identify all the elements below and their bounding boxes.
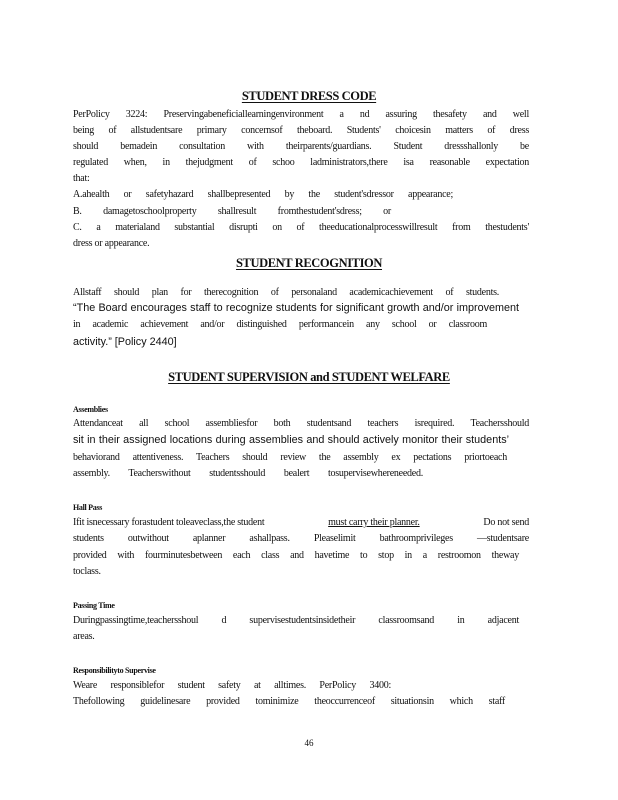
recognition-line: “The Board encourages staff to recognize students for significant growth and/or improvement xyxy=(73,302,519,314)
assemblies-line: Attendanceat all school assembliesfor both studentsand teachers isrequired. Teachersshould xyxy=(73,418,529,429)
hall-pass-underlined: must carry their planner. xyxy=(328,517,420,528)
dress-code-line: dress or appearance. xyxy=(73,238,150,249)
dress-code-item: C. a materialand substantial disrupti on of theeducationalprocesswillresult from thestudents' xyxy=(73,222,529,233)
heading-supervision: STUDENT SUPERVISION and STUDENT WELFARE xyxy=(168,370,450,384)
assemblies-line: assembly. Teacherswithout studentsshould bealert tosupervisewhereneeded. xyxy=(73,468,423,479)
dress-code-line: regulated when, in thejudgment of schoo ladministrators,there isa reasonable expectation xyxy=(73,157,529,168)
subheading-responsibility: Responsibilityto Supervise xyxy=(73,666,156,675)
subheading-hall-pass: Hall Pass xyxy=(73,503,103,512)
assemblies-line: sit in their assigned locations during assemblies and should actively monitor their students’ xyxy=(73,434,509,446)
dress-code-line: should bemadein consultation with theirparents/guardians. Student dressshallonly be xyxy=(73,141,529,152)
passing-time-line: Duringpassingtime,teachersshoul d supervisestudentsinsidetheir classroomsand in adjacent xyxy=(73,615,519,626)
hall-pass-line xyxy=(73,517,529,529)
recognition-line: activity.” [Policy 2440] xyxy=(73,336,177,348)
heading-dress-code: STUDENT DRESS CODE xyxy=(241,89,377,103)
dress-code-line: PerPolicy 3224: Preservingabeneficiallearningenvironment a nd assuring thesafety and well xyxy=(73,109,529,120)
responsibility-line: Thefollowing guidelinesare provided tominimize theoccurrenceof situationsin which staff xyxy=(73,696,505,707)
dress-code-line: being of allstudentsare primary concernsof theboard. Students' choicesin matters of dress xyxy=(73,125,529,136)
hall-pass-line: toclass. xyxy=(73,566,101,577)
responsibility-line: Weare responsiblefor student safety at alltimes. PerPolicy 3400: xyxy=(73,680,391,691)
recognition-line: Allstaff should plan for therecognition of personaland academicachievement of students. xyxy=(73,287,499,298)
hall-pass-line: provided with fourminutesbetween each class and havetime to stop in a restroomon theway xyxy=(73,550,519,561)
dress-code-line: that: xyxy=(73,173,90,184)
dress-code-item: B. damagetoschoolproperty shallresult fromthestudent'sdress; or xyxy=(73,206,391,217)
hall-pass-text: Ifit isnecessary forastudent toleaveclass,the student xyxy=(73,517,265,528)
page-number: 46 xyxy=(304,738,314,748)
subheading-assemblies: Assemblies xyxy=(73,405,108,414)
subheading-passing-time: Passing Time xyxy=(73,601,115,610)
hall-pass-text: Do not send xyxy=(483,517,529,528)
heading-recognition: STUDENT RECOGNITION xyxy=(235,256,383,270)
recognition-line: in academic achievement and/or distinguished performancein any school or classroom xyxy=(73,319,487,330)
assemblies-line: behaviorand attentiveness. Teachers should review the assembly ex pectations priortoeach xyxy=(73,452,507,463)
dress-code-item: A.ahealth or safetyhazard shallbepresented by the student'sdressor appearance; xyxy=(73,189,453,200)
passing-time-line: areas. xyxy=(73,631,95,642)
hall-pass-line: students outwithout aplanner ashallpass. Pleaselimit bathroomprivileges —studentsare xyxy=(73,533,529,544)
